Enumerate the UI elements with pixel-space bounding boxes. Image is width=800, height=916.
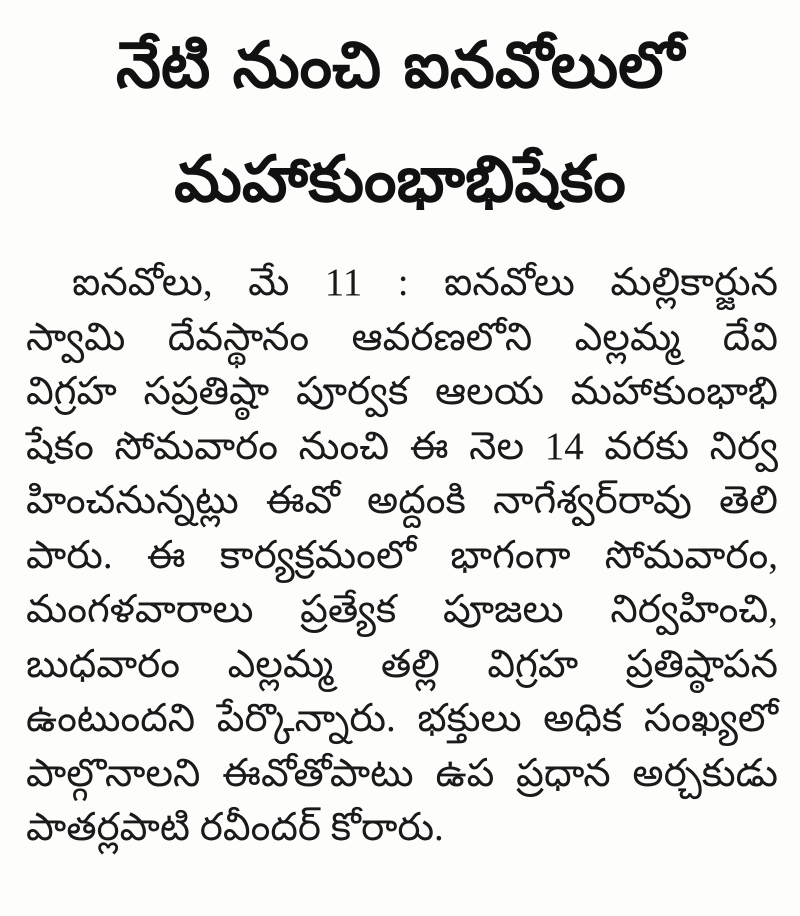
body-line: పారు. ఈ కార్యక్రమంలో భాగంగా సోమవారం, xyxy=(26,533,778,577)
body-line: షేకం సోమవారం నుంచి ఈ నెల 14 వరకు నిర్వ xyxy=(26,424,778,468)
body-line: ఉంటుందని పేర్కొన్నారు. భక్తులు అధిక సంఖ్యలో xyxy=(26,697,778,740)
article-body xyxy=(26,256,778,856)
body-line: స్వామి దేవస్థానం ఆవరణలోని ఎల్లమ్మ దేవి xyxy=(26,315,778,359)
body-line: ఐనవోలు, మే 11 : ఐనవోలు మల్లికార్జున xyxy=(72,261,778,304)
body-line: విగ్రహ సప్రతిష్ఠా పూర్వక ఆలయ మహాకుంభాభి xyxy=(26,370,778,413)
body-line: పాల్గొనాలని ఈవోతోపాటు ఉప ప్రధాన అర్చకుడు xyxy=(26,751,778,795)
body-line: బుధవారం ఎల్లమ్మ తల్లి విగ్రహ ప్రతిష్ఠాపన xyxy=(26,642,778,686)
headline-line-2: మహాకుంభాభిషేకం xyxy=(174,143,626,217)
body-line: హించనున్నట్లు ఈవో అద్దంకి నాగేశ్వర్‌రావు తెలి xyxy=(26,479,778,522)
body-line: పాతర్లపాటి రవీందర్ కోరారు. xyxy=(26,806,444,849)
body-line: మంగళవారాలు ప్రత్యేక పూజలు నిర్వహించి, xyxy=(26,588,778,631)
headline-line-1: నేటి నుంచి ఐనవోలులో xyxy=(115,29,685,103)
